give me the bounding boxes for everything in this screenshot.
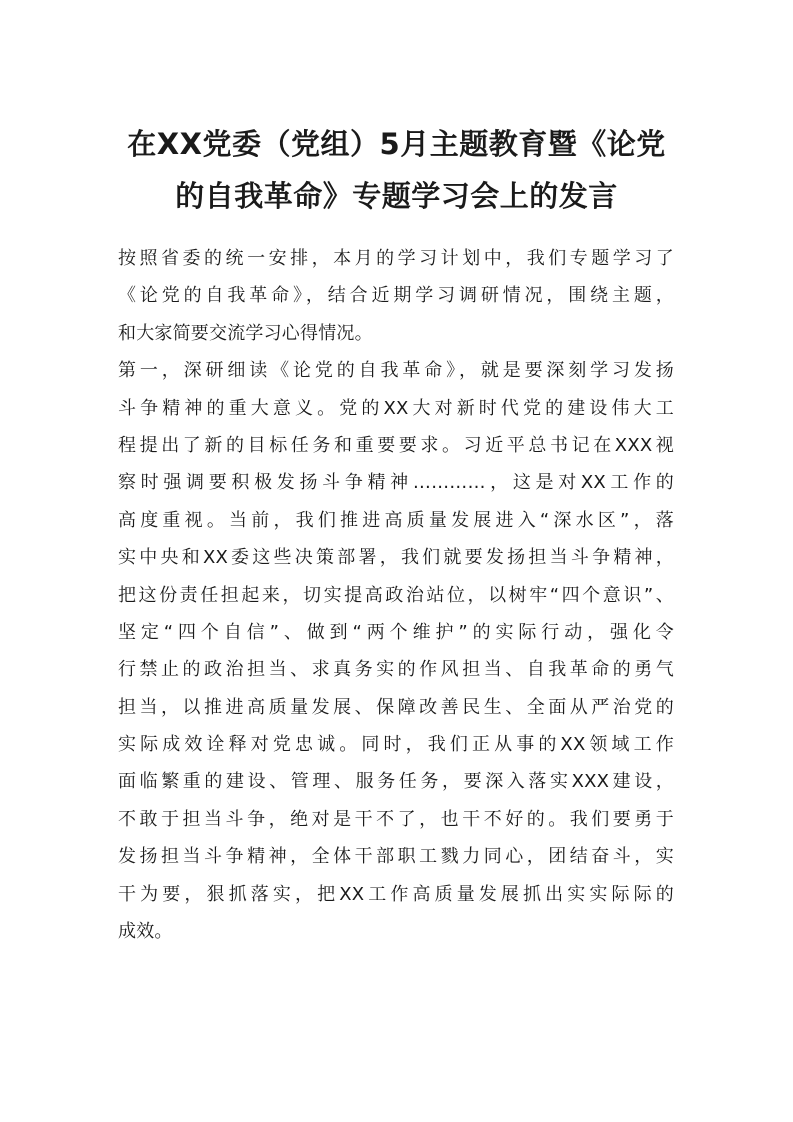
paragraph-1	[118, 240, 674, 352]
body-line: 斗争精神的重大意义。党的XX大对新时代党的建设伟大工	[118, 397, 674, 419]
document-title	[100, 118, 693, 222]
body-line: 担当，以推进高质量发展、保障改善民生、全面从严治党的	[118, 696, 674, 718]
body-line: 实中央和XX委这些决策部署，我们就要发扬担当斗争精神，	[118, 547, 674, 569]
title-line-1: 在XX党委（党组）5月主题教育暨《论党	[127, 127, 666, 161]
title-line-2: 的自我革命》专题学习会上的发言	[175, 179, 618, 213]
body-line: 成效。	[118, 921, 173, 943]
body-line: 程提出了新的目标任务和重要要求。习近平总书记在XXX视	[118, 434, 674, 456]
body-line: 和大家简要交流学习心得情况。	[118, 322, 373, 344]
body-line: 坚定“四个自信”、做到“两个维护”的实际行动，强化令	[118, 621, 674, 643]
body-line: 不敢于担当斗争，绝对是干不了，也干不好的。我们要勇于	[118, 808, 674, 830]
body-line: 行禁止的政治担当、求真务实的作风担当、自我革命的勇气	[118, 659, 674, 681]
body-line: 把这份责任担起来，切实提高政治站位，以树牢“四个意识”、	[118, 584, 674, 606]
paragraph-2	[118, 352, 674, 950]
document-body	[118, 240, 674, 950]
body-line: 高度重视。当前，我们推进高质量发展进入“深水区”，落	[118, 509, 674, 531]
body-line: 《论党的自我革命》，结合近期学习调研情况，围绕主题，	[118, 285, 674, 307]
body-line: 察时强调要积极发扬斗争精神…………，这是对XX工作的	[118, 472, 674, 494]
body-line: 实际成效诠释对党忠诚。同时，我们正从事的XX领域工作	[118, 734, 674, 756]
body-line: 第一，深研细读《论党的自我革命》，就是要深刻学习发扬	[118, 360, 674, 382]
body-line: 发扬担当斗争精神，全体干部职工戮力同心，团结奋斗，实	[118, 846, 674, 868]
body-line: 干为要，狠抓落实，把XX工作高质量发展抓出实实际际的	[118, 883, 674, 905]
body-line: 按照省委的统一安排，本月的学习计划中，我们专题学习了	[118, 248, 674, 269]
body-line: 面临繁重的建设、管理、服务任务，要深入落实XXX建设，	[118, 771, 674, 793]
